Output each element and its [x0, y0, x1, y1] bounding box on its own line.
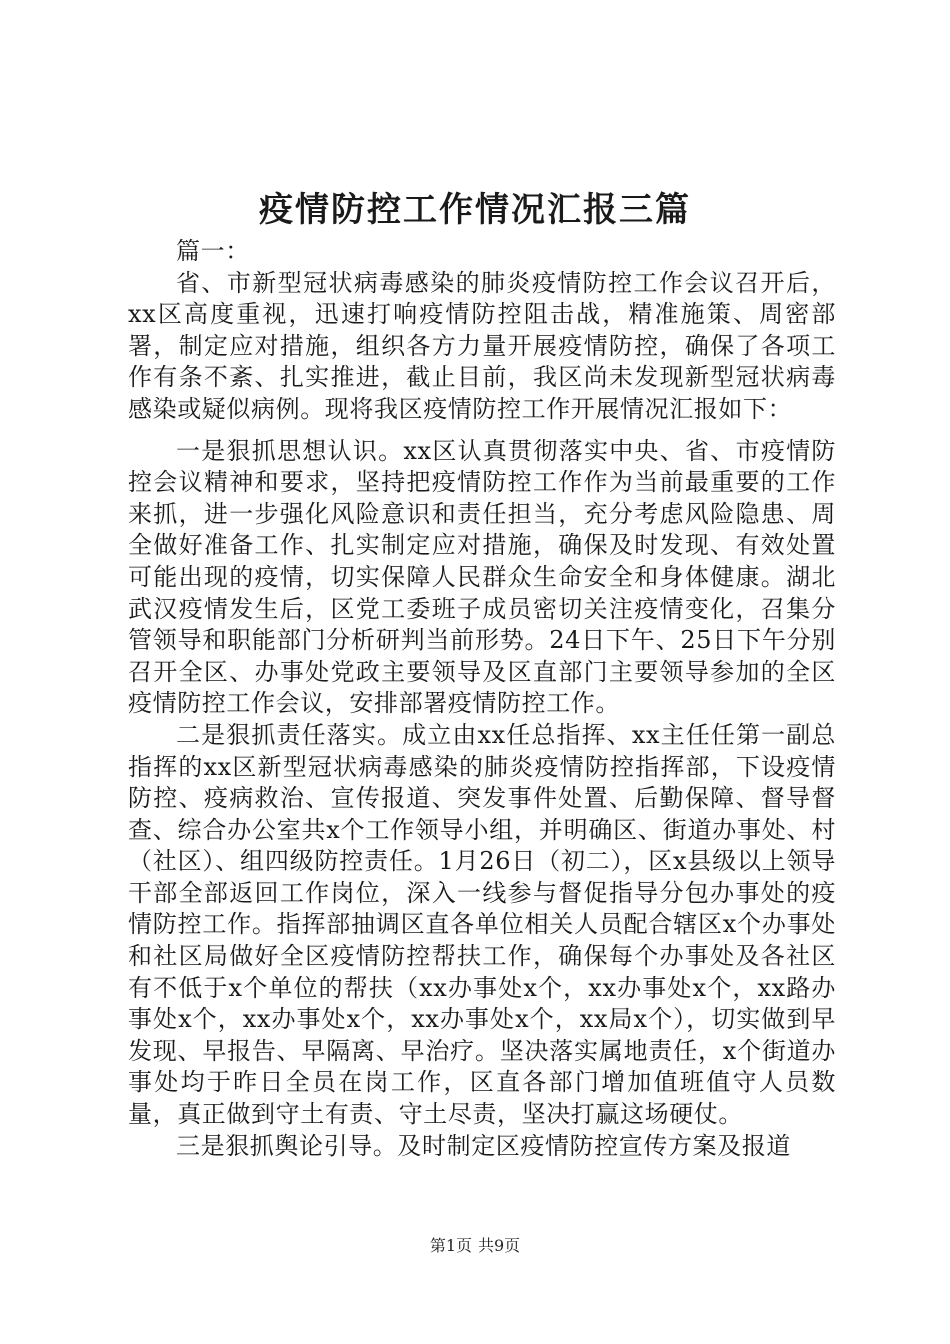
document-title: 疫情防控工作情况汇报三篇: [259, 190, 691, 230]
body-paragraph: 二是狠抓责任落实。成立由xx任总指挥、xx主任任第一副总指挥的xx区新型冠状病毒感染的肺炎疫情防控指挥部，下设疫情防控、疫病救治、宣传报道、突发事件处置、后勤保障、督导督查、综合办公室共x个工作领导小组，并明确区、街道办事处、村（社区）、组四级防控责任。1月26日（初二），区x县级以上领导干部全部返回工作岗位，深入一线参与督促指导分包办事处的疫情防控工作。指挥部抽调区直各单位相关人员配合辖区x个办事处和社区局做好全区疫情防控帮扶工作，确保每个办事处及各社区有不低于x个单位的帮扶（xx办事处x个，xx办事处x个，xx路办事处x个，xx办事处x个，xx办事处x个，xx局x个），切实做到早发现、早报告、早隔离、早治疗。坚决落实属地责任，x个街道办事处均于昨日全员在岗工作，区直各部门增加值班值守人员数量，真正做到守土有责、守土尽责，坚决打赢这场硬仗。: [128, 720, 836, 1129]
page-footer: [0, 1236, 950, 1256]
body-paragraph: 省、市新型冠状病毒感染的肺炎疫情防控工作会议召开后，xx区高度重视，迅速打响疫情防控阻击战，精准施策、周密部署，制定应对措施，组织各方力量开展疫情防控，确保了各项工作有条不紊、扎实推进，截止目前，我区尚未发现新型冠状病毒感染或疑似病例。现将我区疫情防控工作开展情况汇报如下：: [128, 268, 836, 423]
body-paragraph: 三是狠抓舆论引导。及时制定区疫情防控宣传方案及报道: [176, 1131, 791, 1160]
page-total: 共9页: [478, 1236, 521, 1255]
page-number: 第1页: [429, 1236, 472, 1255]
document-body: [128, 236, 836, 1162]
section-heading: 篇一：: [176, 237, 250, 265]
body-paragraph: 一是狠抓思想认识。xx区认真贯彻落实中央、省、市疫情防控会议精神和要求，坚持把疫情防控工作作为当前最重要的工作来抓，进一步强化风险意识和责任担当，充分考虑风险隐患、周全做好准备工作、扎实制定应对措施，确保及时发现、有效处置可能出现的疫情，切实保障人民群众生命安全和身体健康。湖北武汉疫情发生后，区党工委班子成员密切关注疫情变化，召集分管领导和职能部门分析研判当前形势。24日下午、25日下午分别召开全区、办事处党政主要领导及区直部门主要领导参加的全区疫情防控工作会议，安排部署疫情防控工作。: [128, 436, 836, 718]
